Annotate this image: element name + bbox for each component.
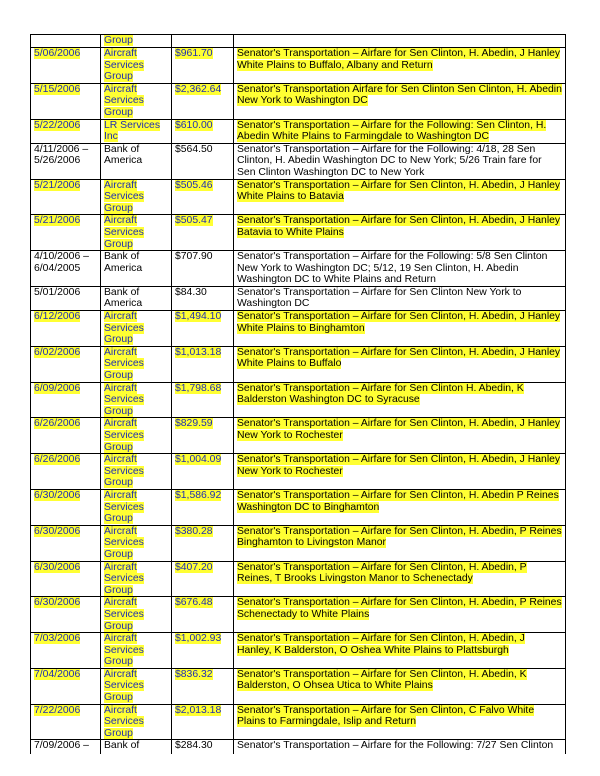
table-row	[31, 346, 566, 382]
date-cell	[31, 740, 101, 755]
date-cell	[31, 251, 101, 287]
amount-text: $380.28	[175, 525, 213, 537]
vendor-text: Bank of America	[104, 143, 143, 167]
date-text: 5/06/2006	[34, 48, 81, 59]
amount-cell	[172, 143, 234, 179]
amount-text: $1,004.09	[175, 454, 222, 466]
description-cell	[234, 286, 566, 310]
date-cell	[31, 704, 101, 740]
vendor-text: Aircraft Services Group	[104, 633, 144, 668]
vendor-cell	[101, 346, 172, 382]
date-text: 4/11/2006 – 5/26/2006	[34, 143, 89, 167]
table-row	[31, 215, 566, 251]
description-cell	[234, 740, 566, 755]
table-row	[31, 179, 566, 215]
vendor-cell	[101, 382, 172, 418]
description-cell	[234, 704, 566, 740]
description-text: Senator's Transportation – Airfare for Sen Clinton, H. Abedin, J Hanley White Plains to Buffalo, Albany and Return	[237, 48, 561, 71]
vendor-cell	[101, 597, 172, 633]
table-row	[31, 489, 566, 525]
description-text: Senator's Transportation – Airfare for Sen Clinton, H. Abedin, P Reines, T Brooks Livingston Manor to Schenectady	[237, 561, 527, 585]
amount-cell	[172, 561, 234, 597]
date-cell	[31, 35, 101, 48]
date-cell	[31, 633, 101, 669]
vendor-text: Aircraft Services Group	[104, 48, 144, 83]
amount-cell	[172, 597, 234, 633]
description-cell	[234, 48, 566, 84]
date-cell	[31, 382, 101, 418]
description-cell	[234, 143, 566, 179]
amount-cell	[172, 704, 234, 740]
description-text: Senator's Transportation – Airfare for Sen Clinton, H. Abedin, J Hanley, K Balderston, O Oshea White Plains to Plattsburgh	[237, 633, 525, 656]
amount-cell	[172, 346, 234, 382]
description-text: Senator's Transportation – Airfare for the Following: Sen Clinton, H. Abedin White Plains to Farmingdale to Washington DC	[237, 119, 547, 143]
table-row	[31, 382, 566, 418]
amount-text: $1,494.10	[175, 311, 222, 323]
table-row	[31, 525, 566, 561]
date-text: 6/26/2006	[34, 454, 81, 466]
vendor-cell	[101, 418, 172, 454]
vendor-text: Aircraft Services Group	[104, 179, 144, 214]
amount-cell	[172, 215, 234, 251]
vendor-cell	[101, 119, 172, 143]
vendor-text: Bank of	[104, 740, 140, 752]
vendor-cell	[101, 561, 172, 597]
date-cell	[31, 418, 101, 454]
amount-text: $84.30	[175, 286, 207, 298]
description-text: Senator's Transportation – Airfare for the Following: 5/8 Sen Clinton New York to Washington DC; 5/12, 19 Sen Clinton, H. Abedin Washington DC to White Plains and Return	[237, 251, 548, 286]
table-row	[31, 119, 566, 143]
amount-cell	[172, 454, 234, 490]
amount-text: $829.59	[175, 418, 213, 430]
amount-cell	[172, 311, 234, 347]
table-row	[31, 418, 566, 454]
description-text: Senator's Transportation – Airfare for Sen Clinton, H. Abedin, J Hanley New York to Rochester	[237, 418, 561, 441]
date-cell	[31, 215, 101, 251]
table-row	[31, 454, 566, 490]
amount-cell	[172, 119, 234, 143]
description-text: Senator's Transportation – Airfare for Sen Clinton, H. Abedin, P Reines Binghamton to Livingston Manor	[237, 525, 562, 549]
table-row	[31, 251, 566, 287]
description-text: Senator's Transportation – Airfare for the Following: 4/18, 28 Sen Clinton, H. Abedin Washington DC to New York; 5/26 Train fare for Sen Clinton Washington DC to New York	[237, 143, 542, 178]
amount-text: $1,002.93	[175, 633, 222, 645]
amount-cell	[172, 35, 234, 48]
date-cell	[31, 311, 101, 347]
vendor-cell	[101, 83, 172, 119]
date-cell	[31, 525, 101, 561]
table-row	[31, 668, 566, 704]
vendor-cell	[101, 740, 172, 755]
date-cell	[31, 143, 101, 179]
vendor-text: Aircraft Services Group	[104, 215, 144, 250]
amount-cell	[172, 83, 234, 119]
description-cell	[234, 668, 566, 704]
table-row	[31, 704, 566, 740]
vendor-cell	[101, 251, 172, 287]
description-text: Senator's Transportation – Airfare for Sen Clinton, H. Abedin, P Reines Schenectady to White Plains	[237, 597, 562, 620]
vendor-text: Aircraft Services Group	[104, 346, 144, 382]
description-cell	[234, 119, 566, 143]
date-cell	[31, 179, 101, 215]
amount-text: $1,013.18	[175, 346, 222, 358]
vendor-text: Aircraft Services Group	[104, 489, 144, 525]
description-cell	[234, 346, 566, 382]
vendor-cell	[101, 286, 172, 310]
vendor-text: Aircraft Services Group	[104, 525, 144, 560]
amount-cell	[172, 418, 234, 454]
date-text: 6/09/2006	[34, 382, 81, 394]
description-cell	[234, 525, 566, 561]
vendor-cell	[101, 668, 172, 704]
amount-cell	[172, 251, 234, 287]
amount-text: $1,798.68	[175, 382, 222, 394]
vendor-text: Aircraft Services Group	[104, 704, 144, 739]
description-text: Senator's Transportation – Airfare for Sen Clinton New York to Washington DC	[237, 286, 522, 310]
amount-text: $676.48	[175, 597, 213, 609]
description-text: Senator's Transportation – Airfare for Sen Clinton, C Falvo White Plains to Farmingdale, Islip and Return	[237, 704, 535, 728]
vendor-text: Aircraft Services Group	[104, 668, 144, 704]
date-cell	[31, 489, 101, 525]
vendor-text: Aircraft Services Group	[104, 454, 144, 489]
date-text: 7/03/2006	[34, 633, 81, 645]
description-cell	[234, 311, 566, 347]
date-text: 6/30/2006	[34, 561, 81, 573]
date-text: 6/30/2006	[34, 489, 81, 501]
date-text: 7/09/2006 –	[34, 740, 89, 752]
date-text: 6/26/2006	[34, 418, 81, 430]
vendor-cell	[101, 311, 172, 347]
amount-cell	[172, 740, 234, 755]
description-text: Senator's Transportation – Airfare for Sen Clinton, H. Abedin, J Hanley New York to Rochester	[237, 454, 561, 477]
description-text: Senator's Transportation – Airfare for Sen Clinton H. Abedin, K Balderston Washington DC to Syracuse	[237, 382, 524, 406]
amount-cell	[172, 668, 234, 704]
description-text: Senator's Transportation Airfare for Sen Clinton Sen Clinton, H. Abedin New York to Washington DC	[237, 83, 562, 107]
date-cell	[31, 668, 101, 704]
description-cell	[234, 561, 566, 597]
description-text: Senator's Transportation – Airfare for Sen Clinton, H. Abedin, J Hanley White Plains to Batavia	[237, 179, 561, 203]
amount-text: $284.30	[175, 740, 213, 752]
vendor-text: Aircraft Services Group	[104, 418, 144, 453]
amount-text: $505.47	[175, 215, 213, 227]
vendor-text: Aircraft Services Group	[104, 311, 144, 346]
table-row	[31, 633, 566, 669]
vendor-text: LR Services Inc	[104, 119, 161, 143]
amount-text: $707.90	[175, 251, 213, 263]
amount-text: $610.00	[175, 119, 213, 131]
date-text: 5/22/2006	[34, 119, 81, 131]
date-cell	[31, 119, 101, 143]
date-text: 7/22/2006	[34, 704, 81, 716]
description-cell	[234, 382, 566, 418]
table-row	[31, 740, 566, 755]
date-text: 5/15/2006	[34, 83, 81, 95]
date-cell	[31, 48, 101, 84]
amount-text: $2,013.18	[175, 704, 222, 716]
date-cell	[31, 346, 101, 382]
amount-text: $836.32	[175, 668, 213, 680]
amount-cell	[172, 489, 234, 525]
vendor-text: Aircraft Services Group	[104, 382, 144, 417]
table-row	[31, 311, 566, 347]
vendor-text: Aircraft Services Group	[104, 83, 144, 118]
amount-text: $1,586.92	[175, 489, 222, 501]
vendor-text: Bank of America	[104, 286, 143, 310]
description-cell	[234, 35, 566, 48]
amount-text: $407.20	[175, 561, 213, 573]
vendor-cell	[101, 179, 172, 215]
description-cell	[234, 215, 566, 251]
amount-cell	[172, 633, 234, 669]
amount-text: $961.70	[175, 48, 213, 59]
table-row	[31, 83, 566, 119]
vendor-cell	[101, 215, 172, 251]
amount-text: $2,362.64	[175, 83, 222, 95]
date-cell	[31, 597, 101, 633]
date-cell	[31, 83, 101, 119]
table-row	[31, 286, 566, 310]
amount-cell	[172, 286, 234, 310]
table-row	[31, 143, 566, 179]
date-cell	[31, 561, 101, 597]
description-text: Senator's Transportation – Airfare for Sen Clinton, H. Abedin, J Hanley White Plains to Buffalo	[237, 346, 561, 370]
vendor-cell	[101, 454, 172, 490]
description-text: Senator's Transportation – Airfare for the Following: 7/27 Sen Clinton	[237, 740, 554, 752]
description-text: Senator's Transportation – Airfare for Sen Clinton, H. Abedin, J Hanley Batavia to White Plains	[237, 215, 561, 238]
vendor-text: Aircraft Services Group	[104, 597, 144, 632]
amount-text: $505.46	[175, 179, 213, 191]
vendor-cell	[101, 48, 172, 84]
description-cell	[234, 633, 566, 669]
date-cell	[31, 286, 101, 310]
date-text: 6/02/2006	[34, 346, 81, 358]
vendor-text: Group	[104, 35, 133, 46]
description-cell	[234, 454, 566, 490]
vendor-cell	[101, 704, 172, 740]
description-cell	[234, 83, 566, 119]
amount-cell	[172, 382, 234, 418]
description-cell	[234, 597, 566, 633]
vendor-cell	[101, 489, 172, 525]
date-text: 4/10/2006 – 6/04/2005	[34, 251, 89, 274]
vendor-text: Aircraft Services Group	[104, 561, 144, 596]
table-row	[31, 48, 566, 84]
table-row	[31, 561, 566, 597]
vendor-text: Bank of America	[104, 251, 143, 274]
date-text: 6/30/2006	[34, 597, 81, 609]
vendor-cell	[101, 35, 172, 48]
date-text: 5/21/2006	[34, 179, 81, 191]
description-text: Senator's Transportation – Airfare for Sen Clinton, H. Abedin, J Hanley White Plains to Binghamton	[237, 311, 561, 334]
table-row	[31, 35, 566, 48]
amount-text: $564.50	[175, 143, 213, 155]
date-text: 5/01/2006	[34, 286, 81, 298]
description-cell	[234, 251, 566, 287]
date-text: 7/04/2006	[34, 668, 81, 680]
date-text: 6/30/2006	[34, 525, 81, 537]
date-text: 6/12/2006	[34, 311, 81, 323]
vendor-cell	[101, 143, 172, 179]
amount-cell	[172, 525, 234, 561]
amount-cell	[172, 179, 234, 215]
description-cell	[234, 179, 566, 215]
description-text: Senator's Transportation – Airfare for Sen Clinton, H. Abedin P Reines Washington DC to Binghamton	[237, 489, 559, 513]
description-cell	[234, 489, 566, 525]
table-row	[31, 597, 566, 633]
expense-table	[30, 34, 566, 754]
date-cell	[31, 454, 101, 490]
vendor-cell	[101, 525, 172, 561]
description-cell	[234, 418, 566, 454]
description-text: Senator's Transportation – Airfare for Sen Clinton, H. Abedin, K Balderston, O Ohsea Utica to White Plains	[237, 668, 527, 692]
date-text: 5/21/2006	[34, 215, 81, 227]
vendor-cell	[101, 633, 172, 669]
amount-cell	[172, 48, 234, 84]
